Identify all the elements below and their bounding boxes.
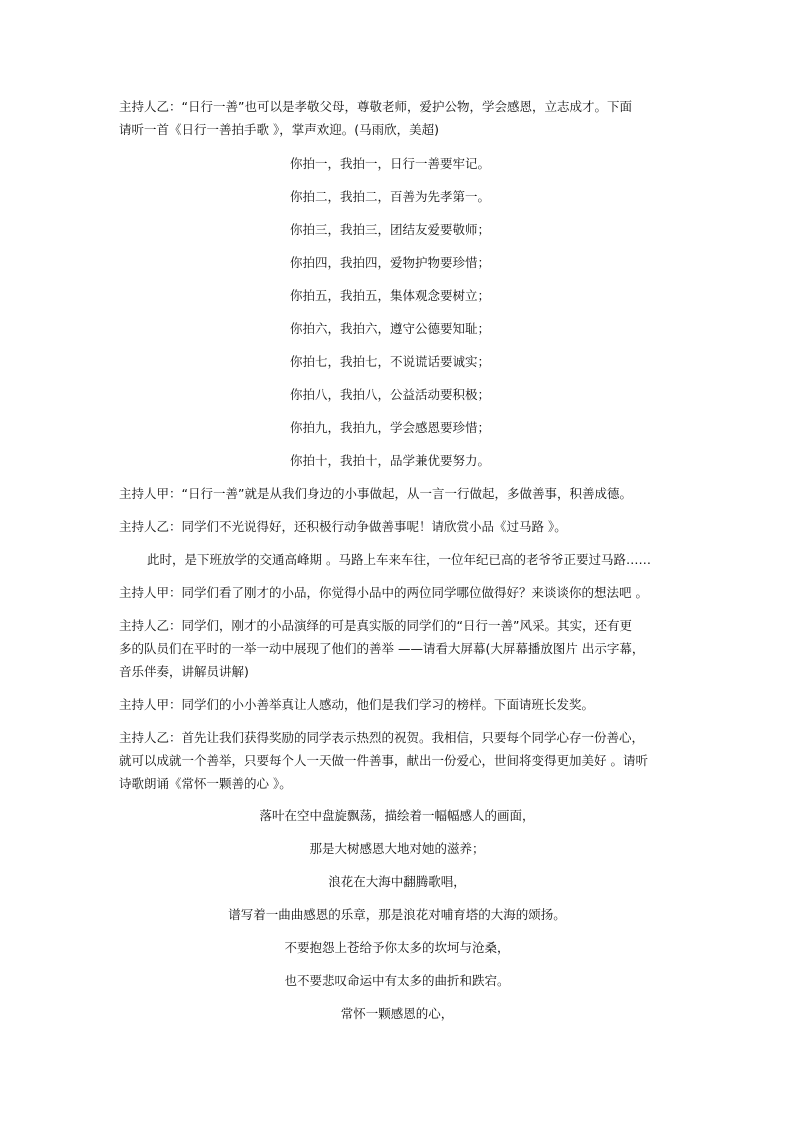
host-b-screen-line-3: 音乐伴奏，讲解员讲解) (119, 664, 249, 679)
song-line-8: 你拍八，我拍八，公益活动要积极； (290, 387, 491, 402)
host-b-line-1: 主持人乙：“日行一善”也可以是孝敬父母，尊敬老师，爱护公物，学会感恩，立志成才。下面 (119, 99, 632, 114)
song-line-9: 你拍九，我拍九，学会感恩要珍惜； (290, 420, 491, 435)
poem-line-1: 落叶在空中盘旋飘荡，描绘着一幅幅感人的画面， (259, 808, 535, 823)
host-a-award: 主持人甲：同学们的小小善举真让人感动，他们是我们学习的榜样。下面请班长发奖。 (119, 697, 595, 712)
poem-line-5: 不要抱怨上苍给予你太多的坎坷与沧桑， (284, 940, 510, 955)
song-line-7: 你拍七，我拍七，不说谎话要诚实； (290, 354, 491, 369)
song-line-6: 你拍六，我拍六，遵守公德要知耻； (290, 321, 491, 336)
song-line-4: 你拍四，我拍四，爱物护物要珍惜； (290, 255, 491, 270)
poem-line-6: 也不要悲叹命运中有太多的曲折和跌宕。 (284, 973, 510, 988)
song-line-1: 你拍一，我拍一，日行一善要牢记。 (290, 156, 491, 171)
poem-line-4: 谱写着一曲曲感恩的乐章，那是浪花对哺育塔的大海的颂扬。 (228, 907, 566, 922)
song-line-10: 你拍十，我拍十，品学兼优要努力。 (290, 453, 491, 468)
skit-description: 此时，是下班放学的交通高峰期 。马路上车来车往，一位年纪已高的老爷爷正要过马路…… (147, 552, 651, 567)
host-a-question: 主持人甲：同学们看了刚才的小品，你觉得小品中的两位同学哪位做得好？来谈谈你的想法吧 。 (119, 585, 648, 600)
song-line-5: 你拍五，我拍五，集体观念要树立； (290, 288, 491, 303)
host-b-poem-line-2: 就可以成就一个善举，只要每个人一天做一件善事，献出一份爱心，世间将变得更加美好 。请听 (119, 753, 648, 768)
host-a-line: 主持人甲：“日行一善”就是从我们身边的小事做起，从一言一行做起，多做善事，积善成德。 (119, 486, 632, 501)
host-b-screen-line-2: 多的队员们在平时的一举一动中展现了他们的善举 ——请看大屏幕(大屏幕播放图片 出示字幕， (119, 641, 645, 656)
host-b-screen-line-1: 主持人乙：同学们，刚才的小品演绎的可是真实版的同学们的“日行一善”风采。其实，还有更 (119, 618, 632, 633)
poem-line-2: 那是大树感恩大地对她的滋养； (309, 841, 485, 856)
song-line-3: 你拍三，我拍三，团结友爱要敬师； (290, 222, 491, 237)
poem-line-7: 常怀一颗感恩的心， (340, 1006, 454, 1021)
song-line-2: 你拍二，我拍二，百善为先孝第一。 (290, 189, 491, 204)
poem-line-3: 浪花在大海中翻腾歌唱， (328, 874, 466, 889)
host-b-skit-intro: 主持人乙：同学们不光说得好，还积极行动争做善事呢！请欣赏小品《过马路 》。 (119, 519, 567, 534)
host-b-poem-line-1: 主持人乙：首先让我们获得奖励的同学表示热烈的祝贺。我相信，只要每个同学心存一份善心， (119, 730, 645, 745)
host-b-line-2: 请听一首《日行一善拍手歌 》，掌声欢迎。(马雨欣，美超) (119, 122, 439, 137)
host-b-poem-line-3: 诗歌朗诵《常怀一颗善的心 》。 (119, 776, 292, 791)
